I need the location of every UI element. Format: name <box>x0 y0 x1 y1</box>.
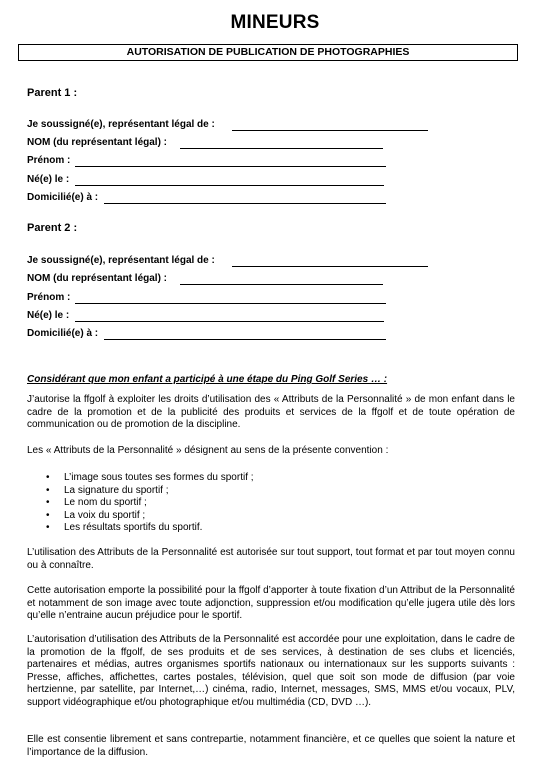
parent-1-born-label: Né(e) le : <box>27 174 70 185</box>
parent-2-firstname-label: Prénom : <box>27 292 71 303</box>
authorization-paragraph: J’autorise la ffgolf à exploiter les droits d’utilisation des « Attributs de la Personnalité » de mon enfant dans le cadre de la promotion et de la publicité des produits et services de la ffgolf et de toute opération de communication ou de promotion de la discipline. <box>27 394 515 430</box>
parent-1-firstname-label: Prénom : <box>27 155 71 166</box>
exploitation-paragraph: L’autorisation d’utilisation des Attributs de la Personnalité est accordée pour une exploitation, dans le cadre de la promotion de la ffgolf, de ses produits et de ses services, à destination de ses clubs et licenciés, partenaires et médias, autres organismes sportifs nationaux ou internationaux sur les supports suivants : Presse, affiches, affichettes, cartes postales, télévision, quel que soit son mode de diffusion (par voie hertzienne, par satellite, par Internet,…) cinéma, radio, Internet, messages, SMS, MMS et/ou vocaux, PLV, support vidéographique et/ou photographique et/ou multimédia (CD, DVD …). <box>27 634 515 708</box>
bullet-icon: • <box>46 522 50 533</box>
parent-1-address-line[interactable] <box>104 203 386 204</box>
list-item: • La voix du sportif ; <box>46 509 146 521</box>
parent-1-name-line[interactable] <box>180 148 383 149</box>
parent-1-legal-rep-label: Je soussigné(e), représentant légal de : <box>27 119 215 130</box>
list-item: • Les résultats sportifs du sportif. <box>46 522 203 533</box>
attributes-list <box>46 472 254 535</box>
parent-2-firstname-field <box>27 292 70 303</box>
list-item: • Le nom du sportif ; <box>46 497 147 508</box>
parent-1-born-field <box>27 174 69 185</box>
parent-2-name-label: NOM (du représentant légal) : <box>27 273 168 284</box>
parent-2-address-line[interactable] <box>104 339 386 340</box>
parent-1-firstname-line[interactable] <box>75 166 386 167</box>
page-title: MINEURS <box>230 12 320 33</box>
list-item: • La signature du sportif ; <box>46 484 169 496</box>
parent-2-born-label: Né(e) le : <box>27 310 70 321</box>
parent-2-born-field <box>27 310 69 321</box>
parent-1-address-field <box>27 192 98 203</box>
parent-2-address-field <box>27 328 98 339</box>
modification-paragraph: Cette autorisation emporte la possibilité pour la ffgolf d’apporter à toute fixation d’un Attribut de la Personnalité et notamment de son image avec toute adjonction, suppression et/ou modification qu’elle jugera utile dès lors qu’elle n’entraine aucun préjudice pour le sportif. <box>27 585 515 621</box>
usage-paragraph: L’utilisation des Attributs de la Personnalité est autorisée sur tout support, tout format et par tout moyen connu ou à connaître. <box>27 547 515 571</box>
list-item: • L’image sous toutes ses formes du sportif ; <box>46 472 254 483</box>
parent-2-born-line[interactable] <box>75 321 384 322</box>
parent-1-name-label: NOM (du représentant légal) : <box>27 137 168 148</box>
bullet-icon: • <box>46 472 50 483</box>
consent-paragraph: Elle est consentie librement et sans contrepartie, notamment financière, et ce quelles que soient la nature et l’importance de la diffusion. <box>27 734 515 758</box>
parent-2-legal-rep-line[interactable] <box>232 266 428 267</box>
subtitle-box: AUTORISATION DE PUBLICATION DE PHOTOGRAPHIES <box>18 44 518 61</box>
parent-1-name-field <box>27 137 167 148</box>
parent-1-address-label: Domicilié(e) à : <box>27 192 99 203</box>
bullet-icon: • <box>46 497 50 508</box>
parent-1-born-line[interactable] <box>75 185 384 186</box>
parent-1-firstname-field <box>27 155 70 166</box>
parent-2-name-field <box>27 273 167 284</box>
bullet-icon: • <box>46 509 50 521</box>
parent-1-legal-rep-line[interactable] <box>232 130 428 131</box>
bullet-icon: • <box>46 484 50 496</box>
considering-statement: Considérant que mon enfant a participé à une étape du Ping Golf Series … : <box>27 374 388 385</box>
parent-2-address-label: Domicilié(e) à : <box>27 328 99 339</box>
parent-1-heading: Parent 1 : <box>27 87 78 99</box>
parent-2-name-line[interactable] <box>180 284 383 285</box>
attributes-intro-paragraph: Les « Attributs de la Personnalité » désignent au sens de la présente convention : <box>27 445 389 456</box>
parent-2-firstname-line[interactable] <box>75 303 386 304</box>
parent-2-legal-rep-label: Je soussigné(e), représentant légal de : <box>27 255 215 266</box>
parent-2-heading: Parent 2 : <box>27 222 78 234</box>
parent-2-legal-rep-field <box>27 255 215 266</box>
parent-1-legal-rep-field <box>27 119 215 130</box>
